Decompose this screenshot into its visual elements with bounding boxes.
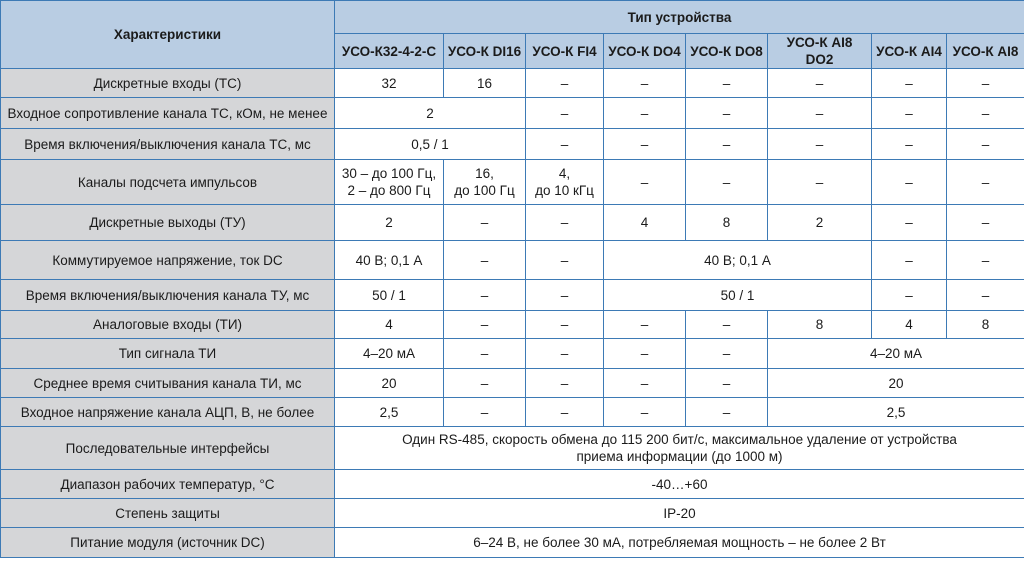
device-type-header: Тип устройства [335, 1, 1024, 34]
device-header-ai8: УСО-К AI8 [947, 34, 1024, 69]
table-cell: – [444, 339, 526, 369]
table-cell: – [444, 398, 526, 427]
table-cell: – [686, 129, 768, 160]
table-cell: 40 В; 0,1 А [604, 241, 872, 280]
table-cell: – [444, 280, 526, 311]
row-label: Каналы подсчета импульсов [1, 160, 335, 205]
table-cell: – [686, 369, 768, 398]
table-cell: – [526, 129, 604, 160]
row-label: Последовательные интерфейсы [1, 427, 335, 470]
table-row [1, 398, 1024, 427]
table-cell: – [444, 311, 526, 339]
table-cell: – [768, 98, 872, 129]
table-cell: – [526, 205, 604, 241]
table-cell: – [947, 160, 1024, 205]
table-cell: – [947, 205, 1024, 241]
table-cell: 2,5 [768, 398, 1024, 427]
table-row [1, 470, 1024, 499]
table-row [1, 205, 1024, 241]
table-cell: – [604, 398, 686, 427]
table-cell: – [947, 241, 1024, 280]
table-cell: – [526, 398, 604, 427]
table-row [1, 369, 1024, 398]
table-row [1, 241, 1024, 280]
table-cell: – [444, 205, 526, 241]
table-cell: 20 [768, 369, 1024, 398]
table-cell: – [526, 369, 604, 398]
table-cell: – [604, 311, 686, 339]
row-label: Степень защиты [1, 499, 335, 528]
table-cell: 2,5 [335, 398, 444, 427]
device-header-do8: УСО-К DO8 [686, 34, 768, 69]
table-cell [335, 427, 1024, 470]
device-header-fi4: УСО-К FI4 [526, 34, 604, 69]
table-cell [526, 160, 604, 205]
cell-line: до 10 кГц [535, 183, 594, 198]
cell-line: до 100 Гц [454, 183, 515, 198]
table-cell: – [604, 129, 686, 160]
table-cell: – [768, 129, 872, 160]
table-row [1, 69, 1024, 98]
device-header-usok32: УСО-К32-4-2-С [335, 34, 444, 69]
table-cell: – [686, 160, 768, 205]
table-cell: 2 [335, 205, 444, 241]
table-cell: -40…+60 [335, 470, 1024, 499]
table-cell: – [768, 160, 872, 205]
row-label: Время включения/выключения канала ТС, мс [1, 129, 335, 160]
table-row [1, 528, 1024, 558]
table-cell [444, 160, 526, 205]
table-cell: 2 [768, 205, 872, 241]
table-cell: – [947, 69, 1024, 98]
table-cell: – [686, 398, 768, 427]
table-cell: – [604, 339, 686, 369]
device-header-ai4: УСО-К AI4 [872, 34, 947, 69]
table-cell: – [604, 69, 686, 98]
table-row [1, 499, 1024, 528]
table-cell: – [526, 311, 604, 339]
table-cell: – [526, 339, 604, 369]
table-cell: – [947, 280, 1024, 311]
row-label: Входное сопротивление канала ТС, кОм, не менее [1, 98, 335, 129]
table-row [1, 339, 1024, 369]
table-cell: – [872, 280, 947, 311]
table-cell: – [872, 129, 947, 160]
row-label: Питание модуля (источник DC) [1, 528, 335, 558]
table-cell: – [686, 69, 768, 98]
row-label: Время включения/выключения канала ТУ, мс [1, 280, 335, 311]
table-cell: 50 / 1 [604, 280, 872, 311]
table-cell: 50 / 1 [335, 280, 444, 311]
row-label: Дискретные входы (ТС) [1, 69, 335, 98]
row-label: Входное напряжение канала АЦП, В, не более [1, 398, 335, 427]
row-label: Диапазон рабочих температур, °С [1, 470, 335, 499]
table-cell: – [686, 98, 768, 129]
table-cell: – [872, 160, 947, 205]
row-label: Аналоговые входы (ТИ) [1, 311, 335, 339]
table-cell: – [872, 205, 947, 241]
table-cell: 8 [947, 311, 1024, 339]
table-cell: 32 [335, 69, 444, 98]
table-cell: – [444, 369, 526, 398]
table-row [1, 311, 1024, 339]
device-header-ai8do2: УСО-К AI8 DO2 [768, 34, 872, 69]
table-cell: 2 [335, 98, 526, 129]
table-cell: – [604, 369, 686, 398]
table-cell: – [526, 98, 604, 129]
cell-line: приема информации (до 1000 м) [576, 449, 783, 464]
table-cell: 4–20 мА [335, 339, 444, 369]
table-cell: – [444, 241, 526, 280]
table-row [1, 129, 1024, 160]
cell-line: 30 – до 100 Гц, [341, 166, 437, 181]
table-row [1, 280, 1024, 311]
table-cell: 4 [872, 311, 947, 339]
table-cell: – [526, 241, 604, 280]
table-cell: – [526, 280, 604, 311]
table-cell: – [872, 98, 947, 129]
table-row [1, 160, 1024, 205]
cell-line: Один RS-485, скорость обмена до 115 200 бит/с, максимальное удаление от устройства [402, 432, 957, 447]
row-label: Коммутируемое напряжение, ток DC [1, 241, 335, 280]
table-cell: 20 [335, 369, 444, 398]
row-label: Дискретные выходы (ТУ) [1, 205, 335, 241]
table-cell: – [872, 241, 947, 280]
table-cell: 6–24 В, не более 30 мА, потребляемая мощность – не более 2 Вт [335, 528, 1024, 558]
characteristics-header: Характеристики [1, 1, 335, 69]
cell-line: 4, [558, 166, 571, 181]
table-cell: – [686, 339, 768, 369]
table-cell: 4 [604, 205, 686, 241]
row-label: Среднее время считывания канала ТИ, мс [1, 369, 335, 398]
table-cell: – [686, 311, 768, 339]
cell-line: 16, [475, 166, 494, 181]
table-row [1, 98, 1024, 129]
table-cell: – [947, 98, 1024, 129]
table-cell: 4–20 мА [768, 339, 1024, 369]
device-header-di16: УСО-К DI16 [444, 34, 526, 69]
table-row [1, 427, 1024, 470]
table-cell: – [604, 160, 686, 205]
device-header-do4: УСО-К DO4 [604, 34, 686, 69]
table-cell: IP-20 [335, 499, 1024, 528]
table-cell: – [872, 69, 947, 98]
table-cell: – [526, 69, 604, 98]
table-cell: 8 [768, 311, 872, 339]
table-cell: 4 [335, 311, 444, 339]
cell-line: 2 – до 800 Гц [347, 183, 431, 198]
table-cell: 0,5 / 1 [335, 129, 526, 160]
table-cell [335, 160, 444, 205]
row-label: Тип сигнала ТИ [1, 339, 335, 369]
table-cell: 40 В; 0,1 А [335, 241, 444, 280]
table-cell: 16 [444, 69, 526, 98]
table-cell: – [768, 69, 872, 98]
table-cell: 8 [686, 205, 768, 241]
table-cell: – [604, 98, 686, 129]
table-cell: – [947, 129, 1024, 160]
